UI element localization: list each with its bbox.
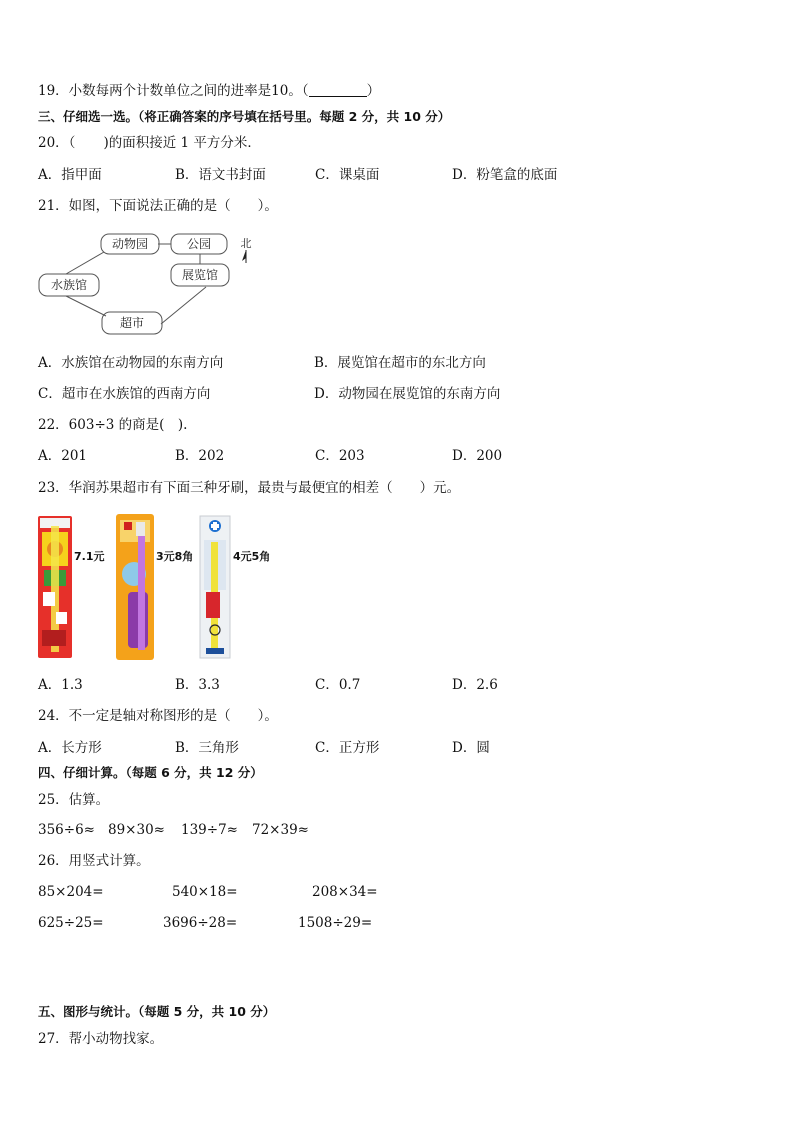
vertical-calc-item: 85×204=: [38, 884, 104, 900]
estimate-item: 89×30≈: [108, 822, 165, 838]
price-label-1: 7.1元: [74, 550, 105, 563]
question-19-close: ）: [366, 83, 381, 99]
q21-option-b: B．展览馆在超市的东北方向: [314, 355, 486, 371]
question-24-stem: 24．不一定是轴对称图形的是（ ）。: [38, 708, 278, 724]
toothbrush-1-image: [38, 516, 72, 658]
q21-option-a: A．水族馆在动物园的东南方向: [38, 355, 224, 371]
question-20-post: )的面积接近 1 平方分米．: [103, 135, 261, 151]
vertical-calc-item: 540×18=: [172, 884, 238, 900]
question-23-stem: 23．华润苏果超市有下面三种牙刷，最贵与最便宜的相差（ ）元。: [38, 480, 461, 496]
q24-option-d: D．圆: [452, 740, 490, 756]
question-19: [38, 82, 380, 100]
toothbrush-3-image: [200, 516, 230, 658]
question-20: [38, 134, 261, 152]
q23-toothbrush-images: [34, 512, 284, 664]
q22-option-a: A．201: [38, 448, 88, 464]
q20-option-a: A．指甲面: [38, 167, 102, 183]
north-arrow-icon: [242, 250, 246, 263]
section-4-heading: 四、仔细计算。（每题 6 分，共 12 分）: [38, 765, 263, 780]
path-aquarium-zoo: [66, 252, 104, 274]
question-26-stem: 26．用竖式计算。: [38, 853, 150, 869]
q23-option-c: C．0.7: [315, 677, 361, 693]
q20-option-c: C．课桌面: [315, 167, 380, 183]
question-27-stem: 27．帮小动物找家。: [38, 1031, 164, 1047]
q21-map-diagram: [34, 226, 274, 338]
question-20-pre: 20．（: [38, 135, 76, 151]
node-aquarium: 水族馆: [50, 278, 88, 292]
q24-option-a: A．长方形: [38, 740, 102, 756]
q22-option-c: C．203: [315, 448, 365, 464]
q20-option-b: B．语文书封面: [175, 167, 266, 183]
question-25-stem: 25．估算。: [38, 792, 110, 808]
q20-option-d: D．粉笔盒的底面: [452, 167, 558, 183]
question-22-stem: 22．603÷3 的商是( ).: [38, 417, 188, 433]
q21-option-d: D．动物园在展览馆的东南方向: [314, 386, 501, 402]
vertical-calc-item: 3696÷28=: [163, 915, 238, 931]
estimate-item: 139÷7≈: [181, 822, 238, 838]
path-supermarket-museum: [161, 287, 206, 324]
estimate-item: 72×39≈: [252, 822, 309, 838]
q21-option-c: C．超市在水族馆的西南方向: [38, 386, 211, 402]
north-label: 北: [240, 237, 252, 250]
price-label-3: 4元5角: [233, 550, 271, 563]
node-park: 公园: [186, 237, 212, 251]
vertical-calc-item: 625÷25=: [38, 915, 104, 931]
section-5-heading: 五、图形与统计。（每题 5 分，共 10 分）: [38, 1004, 276, 1019]
vertical-calc-item: 208×34=: [312, 884, 378, 900]
q22-option-b: B．202: [175, 448, 225, 464]
q23-option-b: B．3.3: [175, 677, 220, 693]
toothbrush-2-image: [116, 514, 154, 660]
vertical-calc-item: 1508÷29=: [298, 915, 373, 931]
q23-option-d: D．2.6: [452, 677, 498, 693]
node-museum: 展览馆: [181, 268, 219, 282]
q24-option-b: B．三角形: [175, 740, 239, 756]
answer-blank[interactable]: [309, 82, 367, 97]
price-label-2: 3元8角: [156, 550, 194, 563]
section-3-heading: 三、仔细选一选。（将正确答案的序号填在括号里。每题 2 分，共 10 分）: [38, 109, 451, 124]
estimate-item: 356÷6≈: [38, 822, 95, 838]
question-19-text: 19．小数每两个计数单位之间的进率是10。（: [38, 83, 309, 99]
question-21-stem: 21．如图，下面说法正确的是（ ）。: [38, 198, 278, 214]
node-supermarket: 超市: [119, 316, 145, 330]
path-aquarium-supermarket: [66, 296, 106, 316]
q24-option-c: C．正方形: [315, 740, 380, 756]
q23-option-a: A．1.3: [38, 677, 83, 693]
q22-option-d: D．200: [452, 448, 503, 464]
node-zoo: 动物园: [111, 237, 149, 251]
